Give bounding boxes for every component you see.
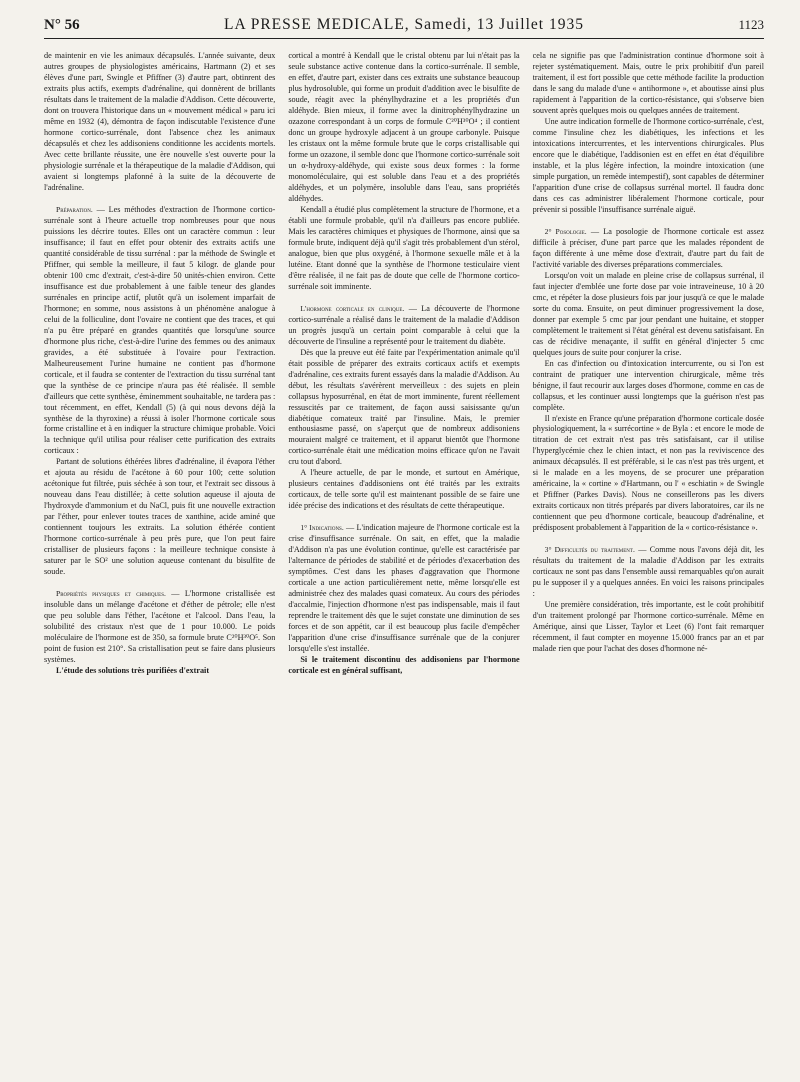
paragraph [288, 655, 519, 677]
paragraph [288, 51, 519, 205]
section-heading: L'hormone corticale en clinique. [300, 303, 405, 313]
paragraph-text: Lorsqu'on voit un malade en pleine crise de collapsus surrénal, il faut injecter d'emblée une forte dose par voie intraveineuse, 10 à 20 cmc, et répéter la dose plusieurs fois par jour jusqu'à ce que le malade sorte du coma. Ensuite, on peut diminuer progressivement la dose, donner par exemple 5 cmc par jour pendant une huitaine, et stopper complètement le traitement si l'état général est devenu satisfaisant. En cas de récidive menaçante, il suffit en général d'injecter 5 cmc quelques jours de suite pour conjurer la crise. [532, 270, 764, 357]
paragraph-text: — L'hormone cristallisée est insoluble dans un mélange d'acétone et d'éther de pétrole; elle n'est que peu soluble dans l'éther, l'acétone et l'alcool. Dans l'eau, la solubilité des cristaux n'est que de 1 pour 10.000. Le poids moléculaire de l'hormone est de 350, sa formule brute C²⁰H³⁰O⁵. Son point de fusion est 210°. Sa cristallisation peut se faire dans plusieurs systèmes. [44, 589, 276, 665]
paragraph [533, 359, 764, 414]
paragraph [533, 51, 764, 117]
paragraph [44, 457, 275, 578]
section-heading: 2° Posologie. [544, 226, 587, 236]
paragraph [533, 271, 764, 359]
paragraph-text: Partant de solutions éthérées libres d'adrénaline, il évapora l'éther et ajouta au résidu de l'acétone à 60 pour 100; cette solution acétonique fut filtrée, puis séchée à son tour, et l'extrait sec dissous à nouveau dans l'eau distillée; à cette solution aqueuse il ajouta de l'hydroxyde d'ammonium et du NaCl, puis fit une nouvelle extraction par l'éther, pour enlever toutes traces de xanthine, acide aminé que contiennent toujours les extraits. La solution éthérée contient l'hormone cortico-surrénale à peu près pure, que l'on peut faire cristalliser de plusieurs façons : la meilleure technique consiste à saturer par le SO² une solution aqueuse contenant du bisulfite de soude. [44, 457, 276, 577]
masthead [44, 16, 764, 39]
paragraph-text: de maintenir en vie les animaux décapsulés. L'année suivante, deux autres groupes de physiologistes américains, Hartmann (2) et ses élèves d'une part, Swingle et Pfiffner (3) d'autre part, obtinrent des extraits plus actifs, exempts d'adrénaline, qui donnèrent de brillants résultats dans le traitement de la maladie d'Addison. Cette découverte, dont on trouvera l'historique dans un « mouvement médical » paru ici même en 1932 (4), démontra de façon indiscutable l'existence d'une hormone cortico-surrénale, dont l'absence chez les animaux décapsulés et chez les addisoniens conditionne les accidents mortels. Avec cette brillante réussite, une ère nouvelle s'est ouverte pour la physiologie surrénale et la thérapeutique de la maladie d'Addison, qui avaient si longtemps plafonné à la suite de la découverte de l'adrénaline. [44, 51, 276, 192]
paragraph [288, 205, 519, 293]
journal-title: LA PRESSE MEDICALE, Samedi, 13 Juillet 1935 [224, 16, 584, 33]
paragraph-text: Une première considération, très importante, est le coût prohibitif d'un traitement prolongé par l'hormone cortico-surrénale. Même en Amérique, ainsi que Lisser, Taylor et Leet (6) l'ont fait remarquer récemment, il faut compter en moyenne 15.000 francs par an et par malade rien que pour l'achat des doses d'hormone né- [532, 600, 764, 654]
issue-number: N° 56 [44, 17, 80, 33]
paragraph [288, 348, 519, 469]
paragraph [533, 600, 764, 655]
section-heading: 3° Difficultés du traitement. [544, 545, 635, 555]
paragraph [44, 589, 275, 666]
paragraph-text: En cas d'infection ou d'intoxication intercurrente, ou si l'on est contraint de pratiquer une intervention chirurgicale, même très bénigne, il faut recourir aux larges doses d'hormone, comme en cas de collapsus, et les continuer aussi longtemps que la guérison n'est pas complète. [532, 358, 764, 412]
section-heading: Propriétés physiques et chimiques. [56, 589, 166, 599]
paragraph [288, 523, 519, 655]
paragraph [44, 51, 275, 194]
text-columns [44, 51, 764, 1076]
paragraph-text: — Les méthodes d'extraction de l'hormone cortico-surrénale sont à l'heure actuelle trop nombreuses pour que nous puissions les décrire toutes. Elles ont un caractère commun : leur insuffisance; il faut en effet pour obtenir des extraits actifs une quantité considérable de tissu surrénal : par la méthode de Swingle et Pfiffner, qui semble la meilleure, il faut 5 kilogr. de glande pour obtenir 100 cmc d'extrait, c'est-à-dire 50 unités-chien environ. Cette insuffisance est due probablement à une faible teneur des glandes surrénales en principe actif, plutôt qu'à un isolement imparfait de l'hormone; en somme, nous assistons à un phénomène analogue à celui de la folliculine, dont l'ovaire ne contient que des traces, et qui n'a pu être préparé en grandes quantités que lorsqu'une source d'hormone plus riche, c'est-à-dire l'urine des femmes ou des animaux gravides, a été substituée à l'ovaire pour l'extraction. Malheureusement l'urine humaine ne contient pas d'hormone corticale, et il faudra se contenter de l'extraction du tissu surrénal tant que la synthèse de ce principe n'aura pas été réalisée. Il semble d'ailleurs que cette synthèse, éminemment souhaitable, ne tardera pas : tout récemment, en effet, Kendall (5) (à qui nous devons déjà la synthèse de la thyroxine) a réussi à isoler l'hormone corticale sous forme cristalline et à en indiquer la structure chimique probable. Voici la technique qu'il utilisa pour réaliser cette purification des extraits corticaux : [44, 204, 276, 456]
paragraph [533, 227, 764, 271]
paragraph-text: cela ne signifie pas que l'administration continue d'hormone soit à rejeter systématiquement. Mais, outre le prix prohibitif d'un pareil traitement, il est fort possible que cette méthode facilite la production dans le sang du malade d'une « antihormone », et aboutisse ainsi plus rapidement à l'apparition de la cortico-résistance, qui s'observe bien souvent après quelques mois ou quelques années de traitement. [532, 51, 764, 115]
paragraph-text: Si le traitement discontinu des addisoniens par l'hormone corticale est en général suffisant, [288, 655, 520, 676]
column-2 [288, 51, 519, 1076]
paragraph-text: A l'heure actuelle, de par le monde, et surtout en Amérique, plusieurs centaines d'addisoniens ont été traités par les extraits corticaux, de telle sorte qu'il est maintenant possible de se faire une idée précise des indications et des résultats de cette thérapeutique. [288, 468, 520, 511]
paragraph [533, 545, 764, 600]
paragraph-text: — La découverte de l'hormone cortico-surrénale a réalisé dans le traitement de la maladie d'Addison un progrès jusqu'à un certain point comparable à celui que la découverte de l'insuline a représenté pour le traitement du diabète. [288, 303, 520, 346]
paragraph-text: Une autre indication formelle de l'hormone cortico-surrénale, c'est, comme l'insuline chez les diabétiques, les infections et les intoxications intercurrentes, et les interventions chirurgicales. Plus encore que le diabétique, l'addisonien est en effet en état d'équilibre instable, et la plus légère infection, la moindre intoxication (une simple purgation, un remède intempestif), sont capables de déterminer l'apparition d'une crise de collapsus surrénal mortel. Il faudra donc dans ces cas administrer libéralement l'hormone corticale, pour prévenir si possible l'insuffisance surrénale aiguë. [532, 116, 764, 214]
paragraph [288, 468, 519, 512]
section-heading: Préparation. [56, 204, 93, 214]
paragraph-text: — Comme nous l'avons déjà dit, les résultats du traitement de la maladie d'Addison par les extraits corticaux ne sont pas dans l'ensemble aussi remarquables qu'on aurait pu le supposer il y a quelques années. En voici les raisons principales : [532, 545, 764, 599]
section-heading: 1° Indications. [300, 523, 344, 533]
paragraph [288, 304, 519, 348]
page-number: 1123 [738, 17, 764, 32]
paragraph [44, 205, 275, 458]
paragraph-text: — L'indication majeure de l'hormone corticale est la crise d'insuffisance surrénale. On sait, en effet, que la maladie d'Addison n'a pas une évolution continue, qu'elle est caractérisée par l'alternance de périodes de stabilité et de périodes d'exacerbation des symptômes. C'est dans les phases d'aggravation que l'hormone corticale a une action particulièrement nette, même lorsqu'elle est administrée chez des malades quasi comateux. Au cours des périodes d'accalmie, l'injection d'hormone n'est pas indispensable, mais il faut reprendre le traitement dès que le sujet constate une diminution de ses forces et de son appétit, car il est beaucoup plus facile d'empêcher l'apparition d'une crise d'insuffisance surrénale que de la conjurer lorsqu'elle s'est installée. [288, 523, 520, 654]
column-3 [533, 51, 764, 1076]
column-1 [44, 51, 275, 1076]
paragraph [533, 414, 764, 535]
paragraph-text: L'étude des solutions très purifiées d'extrait [56, 666, 210, 676]
paragraph-text: Kendall a étudié plus complètement la structure de l'hormone, et a établi une formule probable, qu'il n'a d'ailleurs pas encore publiée. Mais les caractères chimiques et physiques de l'hormone, ainsi que sa formule brute, indiquent déjà qu'il s'agit très probablement d'un stérol, analogue, bien que plus oxygéné, à l'hormone sexuelle mâle et à la lutéine. Etant donné que la synthèse de l'hormone testiculaire vient d'être réalisée, il ne fait pas de doute que celle de l'hormone cortico-surrénale soit imminente. [288, 204, 520, 291]
paragraph-text: Il n'existe en France qu'une préparation d'hormone corticale dosée physiologiquement, la « surrécortine » de Byla : et encore le mode de titration de cet extrait n'est pas très satisfaisant, car il utilise l'hyperglycémie chez le chien intact, et non pas la reviviscence des animaux décapsulés. Il est préférable, si le cas n'est pas très urgent, et si le malade en a les moyens, de se procurer une préparation américaine, la « cortine » d'Hartmann, ou l' « eschiatin » de Swingle et Pfiffner (Parkes Davis). Nous ne conseillerons pas les divers extraits corticaux non titrés préparés par divers laboratoires, car ils ne contiennent que peu d'hormone corticale, beaucoup d'adrénaline, et prédisposent probablement à l'apparition de la « cortico-résistance ». [532, 413, 764, 533]
paragraph [533, 117, 764, 216]
paragraph-text: — La posologie de l'hormone corticale est assez difficile à préciser, d'une part parce que les malades répondent de façon différente à une même dose d'extrait, d'autre part du fait de l'activité variable des diverses préparations commerciales. [532, 226, 764, 269]
paragraph-text: cortical a montré à Kendall que le cristal obtenu par lui n'était pas la seule substance active contenue dans la cortico-surrénale. Il semble, en effet, d'autre part, exister dans ces extraits une substance beaucoup plus hydrosoluble, qui forme un produit d'addition avec le bisulfite de soude, réagit avec la phénylhydrazine et a les propriétés d'un aldéhyde. Bien mieux, il forme avec la dinitrophénylhydrazine un ozazone correspondant à un corps de formule C²⁰H³⁰O⁴ ; il contient donc un groupe hydroxyle adjacent à un groupe carbonyle. Puisque les cristaux ont la même formule brute que le corps cristallisable qui forme un ozazone, il semble donc que l'hormone cortico-surrénale soit un α-hydroxy-aldéhyde, qui existe sous deux formes : la forme monomoléculaire, qui est soluble dans l'eau et a des propriétés aldéhydes, et un polymère, insoluble dans l'eau, sans propriétés aldéhydes. [288, 51, 520, 203]
paragraph [44, 666, 275, 677]
paragraph-text: Dès que la preuve eut été faite par l'expérimentation animale qu'il était possible de préparer des extraits corticaux actifs et exempts d'adrénaline, ces extraits furent essayés dans la maladie d'Addison. Au début, les résultats s'avérèrent merveilleux : des sujets en plein collapsus hyposurrénal, en état de mort imminente, furent réellement ressuscités par ce traitement, de façon aussi saisissante qu'un diabétique comateux traité par l'insuline. Mais, le premier enthousiasme passé, on s'aperçut que de nombreux addisoniens mouraient malgré ce traitement, et il apparut bientôt que l'hormone cortico-surrénale était une médication moins efficace qu'on ne l'avait cru tout d'abord. [288, 347, 520, 467]
